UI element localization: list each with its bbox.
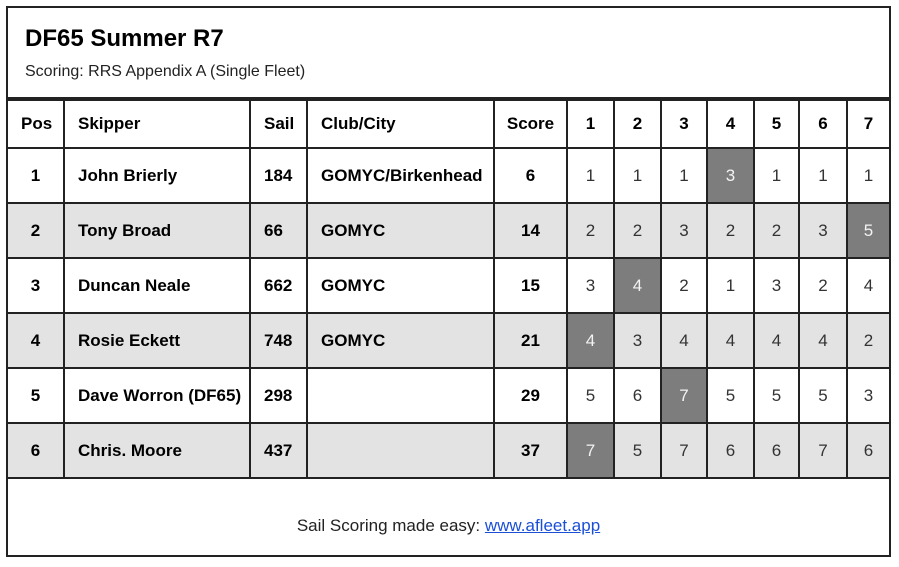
race-result-cell: 1 bbox=[661, 148, 707, 203]
score-cell: 21 bbox=[494, 313, 567, 368]
race-result-cell: 6 bbox=[847, 423, 889, 478]
race-result-cell: 1 bbox=[567, 148, 614, 203]
race-result-cell: 1 bbox=[614, 148, 661, 203]
club-cell: GOMYC/Birkenhead bbox=[307, 148, 494, 203]
race-result-cell: 7 bbox=[799, 423, 847, 478]
col-header-race-2: 2 bbox=[614, 100, 661, 148]
sail-cell: 437 bbox=[250, 423, 307, 478]
col-header-score: Score bbox=[494, 100, 567, 148]
sail-cell: 184 bbox=[250, 148, 307, 203]
score-cell: 29 bbox=[494, 368, 567, 423]
afleet-link[interactable]: www.afleet.app bbox=[484, 516, 601, 535]
score-cell: 15 bbox=[494, 258, 567, 313]
table-row bbox=[8, 368, 889, 423]
position-cell: 5 bbox=[8, 368, 64, 423]
results-header bbox=[8, 8, 889, 99]
race-result-cell: 6 bbox=[707, 423, 754, 478]
position-cell: 1 bbox=[8, 148, 64, 203]
race-result-cell: 1 bbox=[799, 148, 847, 203]
results-card bbox=[6, 6, 891, 557]
col-header-race-3: 3 bbox=[661, 100, 707, 148]
col-header-race-5: 5 bbox=[754, 100, 799, 148]
score-cell: 14 bbox=[494, 203, 567, 258]
race-result-cell: 2 bbox=[799, 258, 847, 313]
race-result-cell: 5 bbox=[847, 203, 889, 258]
page-title: DF65 Summer R7 bbox=[25, 25, 224, 52]
race-result-cell: 6 bbox=[614, 368, 661, 423]
table-row bbox=[8, 423, 889, 478]
skipper-cell: Tony Broad bbox=[64, 203, 250, 258]
col-header-club: Club/City bbox=[307, 100, 494, 148]
table-row bbox=[8, 313, 889, 368]
table-row bbox=[8, 203, 889, 258]
results-table bbox=[8, 99, 889, 479]
sail-cell: 66 bbox=[250, 203, 307, 258]
race-result-cell: 2 bbox=[847, 313, 889, 368]
race-result-cell: 3 bbox=[847, 368, 889, 423]
col-header-race-6: 6 bbox=[799, 100, 847, 148]
footer-text: Sail Scoring made easy: bbox=[296, 516, 485, 535]
score-cell: 37 bbox=[494, 423, 567, 478]
race-result-cell: 5 bbox=[754, 368, 799, 423]
race-result-cell: 7 bbox=[661, 368, 707, 423]
race-result-cell: 7 bbox=[567, 423, 614, 478]
race-result-cell: 4 bbox=[799, 313, 847, 368]
race-result-cell: 2 bbox=[754, 203, 799, 258]
race-result-cell: 1 bbox=[754, 148, 799, 203]
sail-cell: 662 bbox=[250, 258, 307, 313]
table-row bbox=[8, 148, 889, 203]
sail-cell: 298 bbox=[250, 368, 307, 423]
race-result-cell: 2 bbox=[661, 258, 707, 313]
race-result-cell: 5 bbox=[799, 368, 847, 423]
race-result-cell: 3 bbox=[614, 313, 661, 368]
race-result-cell: 5 bbox=[707, 368, 754, 423]
club-cell: GOMYC bbox=[307, 203, 494, 258]
race-result-cell: 4 bbox=[847, 258, 889, 313]
col-header-sail: Sail bbox=[250, 100, 307, 148]
skipper-cell: Dave Worron (DF65) bbox=[64, 368, 250, 423]
race-result-cell: 5 bbox=[614, 423, 661, 478]
race-result-cell: 4 bbox=[707, 313, 754, 368]
race-result-cell: 2 bbox=[567, 203, 614, 258]
race-result-cell: 4 bbox=[661, 313, 707, 368]
scoring-subtitle: Scoring: RRS Appendix A (Single Fleet) bbox=[25, 63, 306, 80]
col-header-race-7: 7 bbox=[847, 100, 889, 148]
col-header-race-1: 1 bbox=[567, 100, 614, 148]
club-cell: GOMYC bbox=[307, 313, 494, 368]
skipper-cell: Rosie Eckett bbox=[64, 313, 250, 368]
skipper-cell: Duncan Neale bbox=[64, 258, 250, 313]
race-result-cell: 4 bbox=[614, 258, 661, 313]
table-row bbox=[8, 258, 889, 313]
results-body bbox=[8, 148, 889, 478]
race-result-cell: 4 bbox=[754, 313, 799, 368]
position-cell: 4 bbox=[8, 313, 64, 368]
race-result-cell: 4 bbox=[567, 313, 614, 368]
col-header-skipper: Skipper bbox=[64, 100, 250, 148]
skipper-cell: Chris. Moore bbox=[64, 423, 250, 478]
position-cell: 6 bbox=[8, 423, 64, 478]
race-result-cell: 3 bbox=[754, 258, 799, 313]
race-result-cell: 7 bbox=[661, 423, 707, 478]
sail-cell: 748 bbox=[250, 313, 307, 368]
race-result-cell: 6 bbox=[754, 423, 799, 478]
club-cell: GOMYC bbox=[307, 258, 494, 313]
position-cell: 3 bbox=[8, 258, 64, 313]
skipper-cell: John Brierly bbox=[64, 148, 250, 203]
position-cell: 2 bbox=[8, 203, 64, 258]
club-cell bbox=[307, 368, 494, 423]
race-result-cell: 3 bbox=[799, 203, 847, 258]
race-result-cell: 5 bbox=[567, 368, 614, 423]
score-cell: 6 bbox=[494, 148, 567, 203]
race-result-cell: 2 bbox=[614, 203, 661, 258]
race-result-cell: 2 bbox=[707, 203, 754, 258]
col-header-pos: Pos bbox=[8, 100, 64, 148]
club-cell bbox=[307, 423, 494, 478]
race-result-cell: 3 bbox=[567, 258, 614, 313]
race-result-cell: 3 bbox=[707, 148, 754, 203]
col-header-race-4: 4 bbox=[707, 100, 754, 148]
footer bbox=[8, 497, 889, 555]
race-result-cell: 1 bbox=[707, 258, 754, 313]
race-result-cell: 3 bbox=[661, 203, 707, 258]
race-result-cell: 1 bbox=[847, 148, 889, 203]
header-row bbox=[8, 100, 889, 148]
